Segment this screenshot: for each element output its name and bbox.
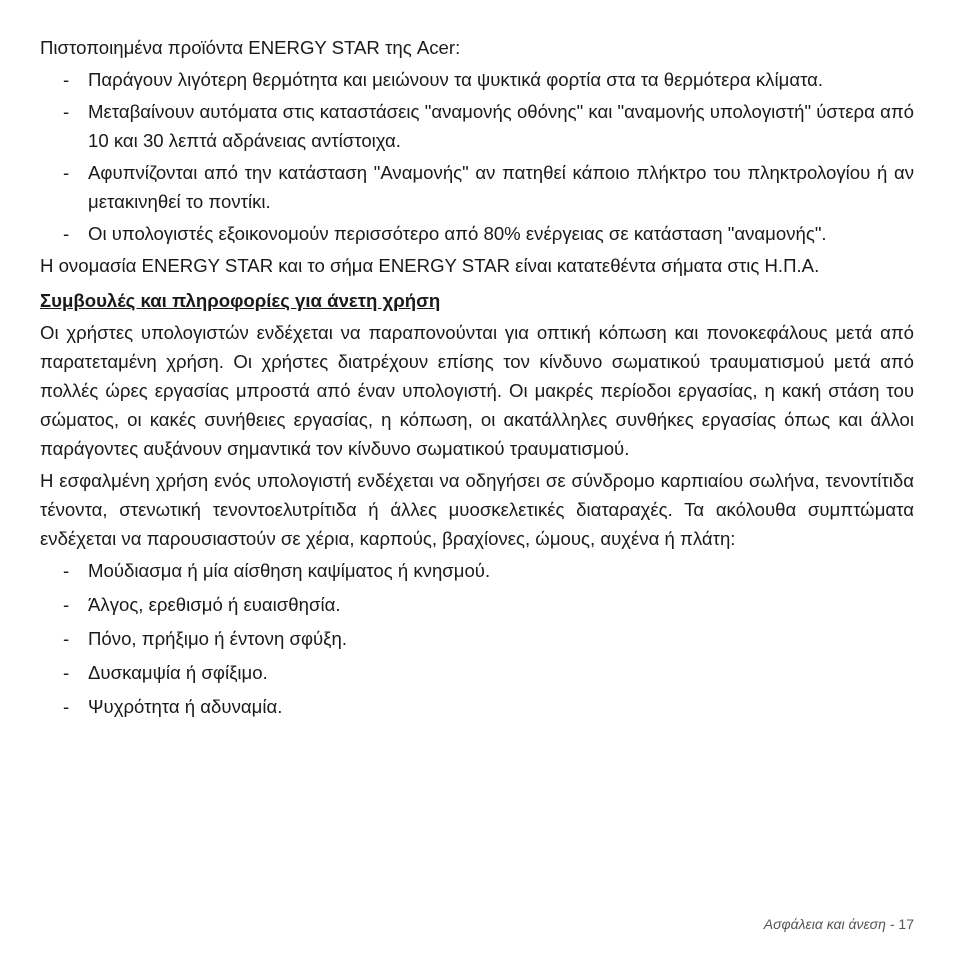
list-item-text: Οι υπολογιστές εξοικονομούν περισσότερο από 80% ενέργειας σε κατάσταση "αναμονής". [88, 223, 827, 244]
list-item-text: Ψυχρότητα ή αδυναμία. [88, 696, 283, 717]
list-item-text: Μούδιασμα ή μία αίσθηση καψίματος ή κνησμού. [88, 560, 491, 581]
dash-marker: - [63, 101, 70, 122]
document-page [40, 33, 914, 726]
list-item-text: Παράγουν λιγότερη θερμότητα και μειώνουν τα ψυκτικά φορτία στα τα θερμότερα κλίματα. [88, 69, 824, 90]
dash-marker: - [63, 628, 70, 649]
page-number: 17 [898, 916, 914, 932]
dash-marker: - [63, 162, 70, 183]
list-item [40, 624, 914, 653]
ergonomics-paragraph-2: Η εσφαλμένη χρήση ενός υπολογιστή ενδέχεται να οδηγήσει σε σύνδρομο καρπιαίου σωλήνα, τενοντίτιδα τένοντα, στενωτική τενοντοελυτρίτιδα ή άλλες μυοσκελετικές διαταραχές. Τα ακόλουθα συμπτώματα ενδέχεται να παρουσιαστούν σε χέρια, καρπούς, βραχίονες, ώμους, αυχένα ή πλάτη: [40, 470, 914, 549]
page-footer [764, 916, 914, 932]
list-item [40, 692, 914, 721]
dash-marker: - [63, 560, 70, 581]
list-item-text: Δυσκαμψία ή σφίξιμο. [88, 662, 268, 683]
list-item [40, 65, 914, 94]
ergonomics-paragraph-1: Οι χρήστες υπολογιστών ενδέχεται να παραπονούνται για οπτική κόπωση και πονοκεφάλους μετά από παρατεταμένη χρήση. Οι χρήστες διατρέχουν επίσης τον κίνδυνο σωματικού τραυματισμού μετά από πολλές ώρες εργασίας μπροστά από έναν υπολογιστή. Οι μακρές περίοδοι εργασίας, η κακή στάση του σώματος, οι κακές συνήθειες εργασίας, η κόπωση, οι ακατάλληλες συνθήκες εργασίας όπως και άλλοι παράγοντες αυξάνουν σημαντικά τον κίνδυνο σωματικού τραυματισμού. [40, 322, 914, 459]
energy-star-list [40, 65, 914, 248]
list-item [40, 158, 914, 216]
dash-marker: - [63, 696, 70, 717]
list-item [40, 556, 914, 585]
footer-section-name: Ασφάλεια και άνεση - [763, 916, 895, 932]
list-item [40, 97, 914, 155]
dash-marker: - [63, 662, 70, 683]
list-item [40, 219, 914, 248]
dash-marker: - [63, 223, 70, 244]
list-item [40, 658, 914, 687]
list-item-text: Πόνο, πρήξιμο ή έντονη σφύξη. [88, 628, 348, 649]
list-item-text: Μεταβαίνουν αυτόματα στις καταστάσεις "αναμονής οθόνης" και "αναμονής υπολογιστή" ύστερα από 10 και 30 λεπτά αδράνειας αντίστοιχα. [88, 101, 914, 151]
dash-marker: - [63, 69, 70, 90]
intro-heading-line: Πιστοποιημένα προϊόντα ENERGY STAR της Acer: [40, 37, 461, 58]
trademark-notice: Η ονομασία ENERGY STAR και το σήμα ENERGY STAR είναι κατατεθέντα σήματα στις Η.Π.Α. [40, 255, 820, 276]
symptoms-list [40, 556, 914, 721]
list-item [40, 590, 914, 619]
list-item-text: Αφυπνίζονται από την κατάσταση "Αναμονής" αν πατηθεί κάποιο πλήκτρο του πληκτρολογίου ή αν μετακινηθεί το ποντίκι. [88, 162, 914, 212]
section-title: Συμβουλές και πληροφορίες για άνετη χρήση [40, 290, 441, 311]
dash-marker: - [63, 594, 70, 615]
list-item-text: Άλγος, ερεθισμό ή ευαισθησία. [88, 594, 341, 615]
